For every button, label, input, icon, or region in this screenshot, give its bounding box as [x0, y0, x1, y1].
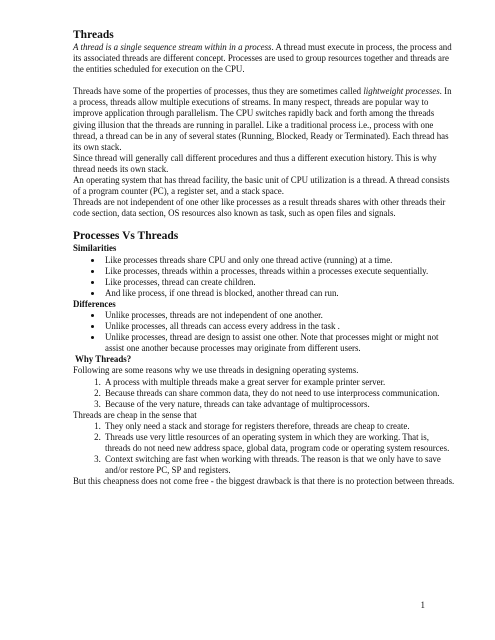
list-item: 2. Threads use very little resources of an operating system in which they are working. That is, threads do not need new address space, global data, program code or operating system resources.: [103, 432, 455, 454]
list-item: • Unlike processes, all threads can access every address in the task .: [103, 321, 455, 332]
lightweight-paragraph: [73, 86, 455, 153]
list-item: • And like process, if one thread is blocked, another thread can run.: [103, 288, 455, 299]
list-item: • Unlike processes, thread are design to assist one other. Note that processes might or might not assist one another because processes may originate from different users.: [103, 332, 455, 354]
list-item: 1. A process with multiple threads make a great server for example printer server.: [103, 377, 455, 388]
intro-paragraph: [73, 42, 455, 75]
why-threads-heading: Why Threads?: [75, 354, 132, 365]
stack-paragraph: Since thread will generally call different procedures and thus a different execution history. This is why thread needs its own stack.: [73, 152, 437, 174]
list-item: • Like processes, thread can create children.: [103, 277, 455, 288]
page-number: 1: [420, 600, 425, 610]
list-item: 3. Context switching are fast when working with threads. The reason is that we only have to save and/or restore PC, SP and registers.: [103, 454, 455, 476]
cpu-unit-paragraph: An operating system that has thread facility, the basic unit of CPU utilization is a thread. A thread consists of a program counter (PC), a register set, and a stack space.: [73, 175, 450, 197]
para2-italic: lightweight processes: [363, 86, 440, 97]
list-item: • Like processes threads share CPU and only one thread active (running) at a time.: [103, 255, 455, 266]
why-threads-intro: Following are some reasons why we use threads in designing operating systems.: [73, 365, 359, 376]
para2-after: . In a process, threads allow multiple executions of streams. In many respect, threads are popular way to improve application through parallelism. The CPU switches rapidly back and forth among the threads giving illusion that the threads are running in parallel. Like a traditional process i.e., process with one thread, a thread can be in any of several states (Running, Blocked, Ready or Terminated). Each thread has its own stack.: [73, 86, 452, 152]
intro-italic: A thread is a single sequence stream within in a process: [73, 42, 272, 52]
differences-heading: Differences: [73, 298, 116, 309]
shared-resources-paragraph: Threads are not independent of one other like processes as a result threads shares with other threads their code section, data section, OS resources also known as task, such as open files and signals.: [73, 197, 446, 219]
differences-list: [73, 310, 455, 354]
why-threads-list: [73, 377, 455, 410]
page-title: Threads: [73, 29, 114, 41]
cheap-list: [73, 421, 455, 476]
para2-before: Threads have some of the properties of processes, thus they are sometimes called: [73, 86, 364, 97]
document-body: [73, 28, 455, 487]
section-heading: Processes Vs Threads: [73, 230, 179, 243]
list-item: 2. Because threads can share common data, they do not need to use interprocess communication.: [103, 388, 455, 399]
list-item: • Like processes, threads within a processes, threads within a processes execute sequentially.: [103, 266, 455, 277]
intro-rest: . A thread must execute in process, the process and its associated threads are different concept. Processes are used to group resources together and threads are the entities scheduled for execution on the CPU.: [73, 42, 452, 75]
list-item: 1. They only need a stack and storage for registers therefore, threads are cheap to create.: [103, 421, 455, 432]
closing-paragraph: But this cheapness does not come free - the biggest drawback is that there is no protection between threads.: [73, 476, 455, 487]
similarities-heading: Similarities: [73, 243, 117, 254]
list-item: 3. Because of the very nature, threads can take advantage of multiprocessors.: [103, 399, 455, 410]
cheap-intro: Threads are cheap in the sense that: [73, 409, 197, 420]
list-item: • Unlike processes, threads are not independent of one another.: [103, 310, 455, 321]
similarities-list: [73, 255, 455, 299]
